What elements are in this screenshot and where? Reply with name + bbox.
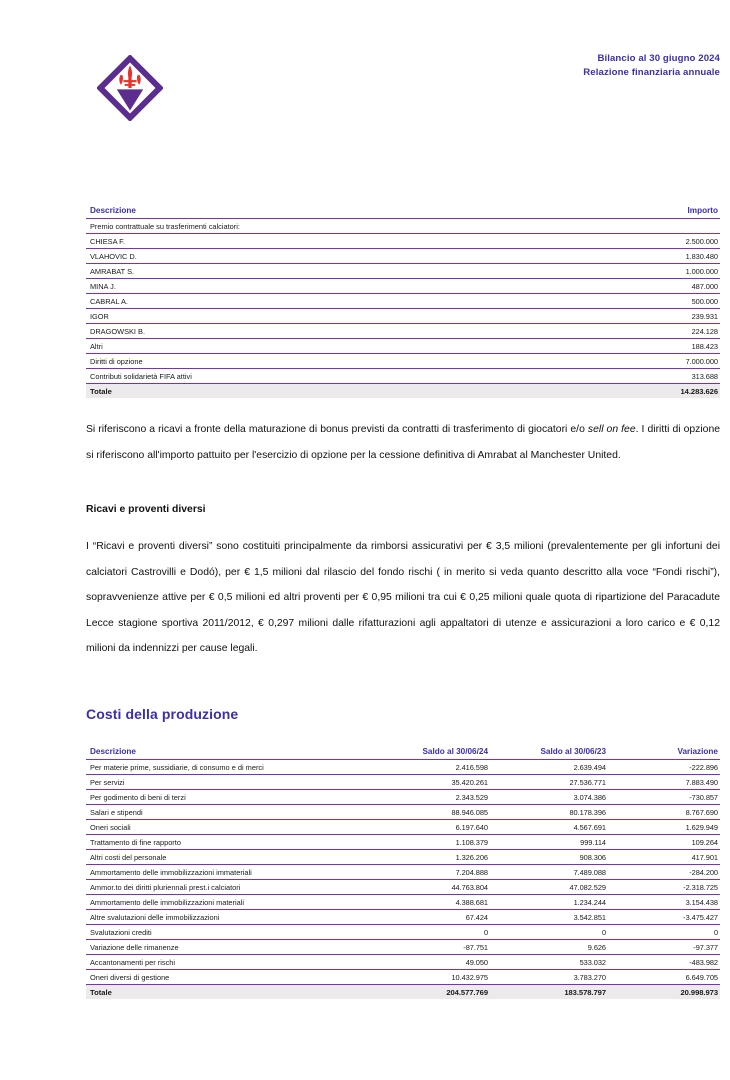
cell-descrizione: AMRABAT S. [86,264,520,279]
column-header-descrizione: Descrizione [86,204,520,219]
column-header-descrizione: Descrizione [86,745,372,760]
cell-saldo-2024: 4.388.681 [372,895,490,910]
header-line-2: Relazione finanziaria annuale [583,67,720,78]
table-row [86,309,720,324]
cell-saldo-2024: 1.108.379 [372,835,490,850]
cell-saldo-2023: 3.783.270 [490,970,608,985]
cell-descrizione: DRAGOWSKI B. [86,324,520,339]
cell-saldo-2024: 88.946.085 [372,805,490,820]
cell-total-importo: 14.283.626 [520,384,720,399]
cell-descrizione: Premio contrattuale su trasferimenti calciatori: [86,219,520,234]
cell-descrizione: Variazione delle rimanenze [86,940,372,955]
cell-saldo-2024: 67.424 [372,910,490,925]
cell-descrizione: Ammor.to dei diritti pluriennali prest.i calciatori [86,880,372,895]
para-1-italic: sell on fee [587,424,636,435]
cell-variazione: 417.901 [608,850,720,865]
cell-variazione: -222.896 [608,760,720,775]
cell-descrizione: VLAHOVIC D. [86,249,520,264]
cell-descrizione: Trattamento di fine rapporto [86,835,372,850]
cell-variazione: -3.475.427 [608,910,720,925]
cell-variazione: 1.629.949 [608,820,720,835]
cell-importo: 500.000 [520,294,720,309]
cell-importo: 1.000.000 [520,264,720,279]
table-row [86,279,720,294]
cell-variazione: 109.264 [608,835,720,850]
paragraph-sell-on-fee [86,417,720,468]
cell-saldo-2023: 9.626 [490,940,608,955]
cell-importo: 313.688 [520,369,720,384]
cell-saldo-2023: 3.074.386 [490,790,608,805]
table-row [86,895,720,910]
cell-importo: 2.500.000 [520,234,720,249]
table-row [86,339,720,354]
cell-descrizione: Svalutazioni crediti [86,925,372,940]
cell-variazione: 3.154.438 [608,895,720,910]
table-row [86,805,720,820]
cell-variazione: 6.649.705 [608,970,720,985]
table-row [86,369,720,384]
cell-descrizione: Oneri sociali [86,820,372,835]
cell-saldo-2024: 2.416.598 [372,760,490,775]
cell-descrizione: Altri costi del personale [86,850,372,865]
table-row [86,820,720,835]
cell-descrizione: Per servizi [86,775,372,790]
cell-descrizione: Accantonamenti per rischi [86,955,372,970]
table-costi-produzione [86,745,720,999]
cell-descrizione: CHIESA F. [86,234,520,249]
cell-saldo-2024: 2.343.529 [372,790,490,805]
cell-saldo-2024: 49.050 [372,955,490,970]
cell-saldo-2024: 10.432.975 [372,970,490,985]
table-total-row [86,985,720,1000]
table-row [86,880,720,895]
cell-descrizione: MINA J. [86,279,520,294]
cell-variazione: -483.982 [608,955,720,970]
cell-total-variazione: 20.998.973 [608,985,720,1000]
cell-saldo-2023: 80.178.396 [490,805,608,820]
table-row [86,234,720,249]
table-row [86,760,720,775]
cell-saldo-2024: -87.751 [372,940,490,955]
cell-saldo-2023: 999.114 [490,835,608,850]
table-row [86,865,720,880]
table-row [86,219,720,234]
cell-saldo-2023: 4.567.691 [490,820,608,835]
table-premi-body [86,219,720,399]
cell-saldo-2024: 35.420.261 [372,775,490,790]
table-row [86,775,720,790]
cell-saldo-2023: 2.639.494 [490,760,608,775]
table-row [86,249,720,264]
table-row [86,324,720,339]
cell-descrizione: IGOR [86,309,520,324]
cell-variazione: 7.883.490 [608,775,720,790]
column-header-importo: Importo [520,204,720,219]
header-title-block [583,52,720,80]
cell-variazione: -97.377 [608,940,720,955]
page-header [0,52,730,122]
cell-descrizione: Ammortamento delle immobilizzazioni materiali [86,895,372,910]
column-header-variazione: Variazione [608,745,720,760]
cell-descrizione: Diritti di opzione [86,354,520,369]
cell-saldo-2024: 6.197.640 [372,820,490,835]
cell-variazione: 0 [608,925,720,940]
table-row [86,835,720,850]
cell-importo [520,219,720,234]
cell-importo: 224.128 [520,324,720,339]
cell-saldo-2024: 0 [372,925,490,940]
table-header-row [86,745,720,760]
table-row [86,294,720,309]
cell-saldo-2024: 1.326.206 [372,850,490,865]
cell-variazione: -2.318.725 [608,880,720,895]
para-1-part-1: Si riferiscono a ricavi a fronte della maturazione di bonus previsti da contratti di trasferimento di giocatori e/o [86,424,588,435]
cell-total-saldo-2023: 183.578.797 [490,985,608,1000]
cell-descrizione: Contributi solidarietà FIFA attivi [86,369,520,384]
column-header-saldo-2024: Saldo al 30/06/24 [372,745,490,760]
table-row [86,264,720,279]
cell-saldo-2023: 533.032 [490,955,608,970]
cell-total-saldo-2024: 204.577.769 [372,985,490,1000]
table-row [86,925,720,940]
cell-total-descrizione: Totale [86,985,372,1000]
table-row [86,790,720,805]
table-header-row [86,204,720,219]
cell-saldo-2023: 908.306 [490,850,608,865]
cell-importo: 239.931 [520,309,720,324]
cell-saldo-2023: 27.536.771 [490,775,608,790]
table-row [86,940,720,955]
cell-saldo-2023: 3.542.851 [490,910,608,925]
table-premi-trasferimenti [86,204,720,398]
cell-variazione: -284.200 [608,865,720,880]
table-total-row [86,384,720,399]
cell-importo: 487.000 [520,279,720,294]
cell-descrizione: Per godimento di beni di terzi [86,790,372,805]
table-costi-body [86,760,720,1000]
cell-total-label: Totale [86,384,520,399]
cell-importo: 7.000.000 [520,354,720,369]
cell-saldo-2024: 7.204.888 [372,865,490,880]
cell-saldo-2024: 44.763.804 [372,880,490,895]
subheading-ricavi-proventi-diversi: Ricavi e proventi diversi [86,504,206,515]
cell-descrizione: Altre svalutazioni delle immobilizzazioni [86,910,372,925]
table-row [86,910,720,925]
table-row [86,354,720,369]
cell-importo: 1.830.480 [520,249,720,264]
cell-saldo-2023: 0 [490,925,608,940]
cell-variazione: 8.767.690 [608,805,720,820]
table-row [86,970,720,985]
table-row [86,955,720,970]
cell-saldo-2023: 7.489.088 [490,865,608,880]
section-title-costi-produzione: Costi della produzione [86,706,239,722]
cell-saldo-2023: 1.234.244 [490,895,608,910]
cell-descrizione: CABRAL A. [86,294,520,309]
table-row [86,850,720,865]
cell-descrizione: Altri [86,339,520,354]
cell-descrizione: Oneri diversi di gestione [86,970,372,985]
paragraph-ricavi-proventi-diversi: I “Ricavi e proventi diversi” sono costituiti principalmente da rimborsi assicurativi per € 3,5 milioni (prevalentemente per gli infortuni dei calciatori Castrovilli e Dodó), per € 1,5 milioni dal rilascio del fondo rischi ( in merito si veda quanto descritto alla voce “Fondi rischi”), sopravvenienze attive per € 0,5 milioni ed altri proventi per € 0,95 milioni tra cui € 0,25 milioni quale quota di ripartizione del Paracadute Lecce stagione sportiva 2011/2012, € 0,297 milioni dalle rifatturazioni agli appaltatori di utenze e assicurazioni a loro carico e € 0,12 milioni da indennizzi per cause legali. [86,541,720,654]
cell-importo: 188.423 [520,339,720,354]
para-1-part-2: . I diritti di opzione si riferiscono all'importo pattuito per l'esercizio di opzione per la cessione definitiva di Amrabat al Manchester United. [86,424,720,461]
column-header-saldo-2023: Saldo al 30/06/23 [490,745,608,760]
cell-descrizione: Ammortamento delle immobilizzazioni immateriali [86,865,372,880]
fiorentina-logo-icon [97,55,163,121]
header-line-1: Bilancio al 30 giugno 2024 [597,53,720,64]
cell-saldo-2023: 47.082.529 [490,880,608,895]
cell-variazione: -730.857 [608,790,720,805]
cell-descrizione: Per materie prime, sussidiarie, di consumo e di merci [86,760,372,775]
cell-descrizione: Salari e stipendi [86,805,372,820]
